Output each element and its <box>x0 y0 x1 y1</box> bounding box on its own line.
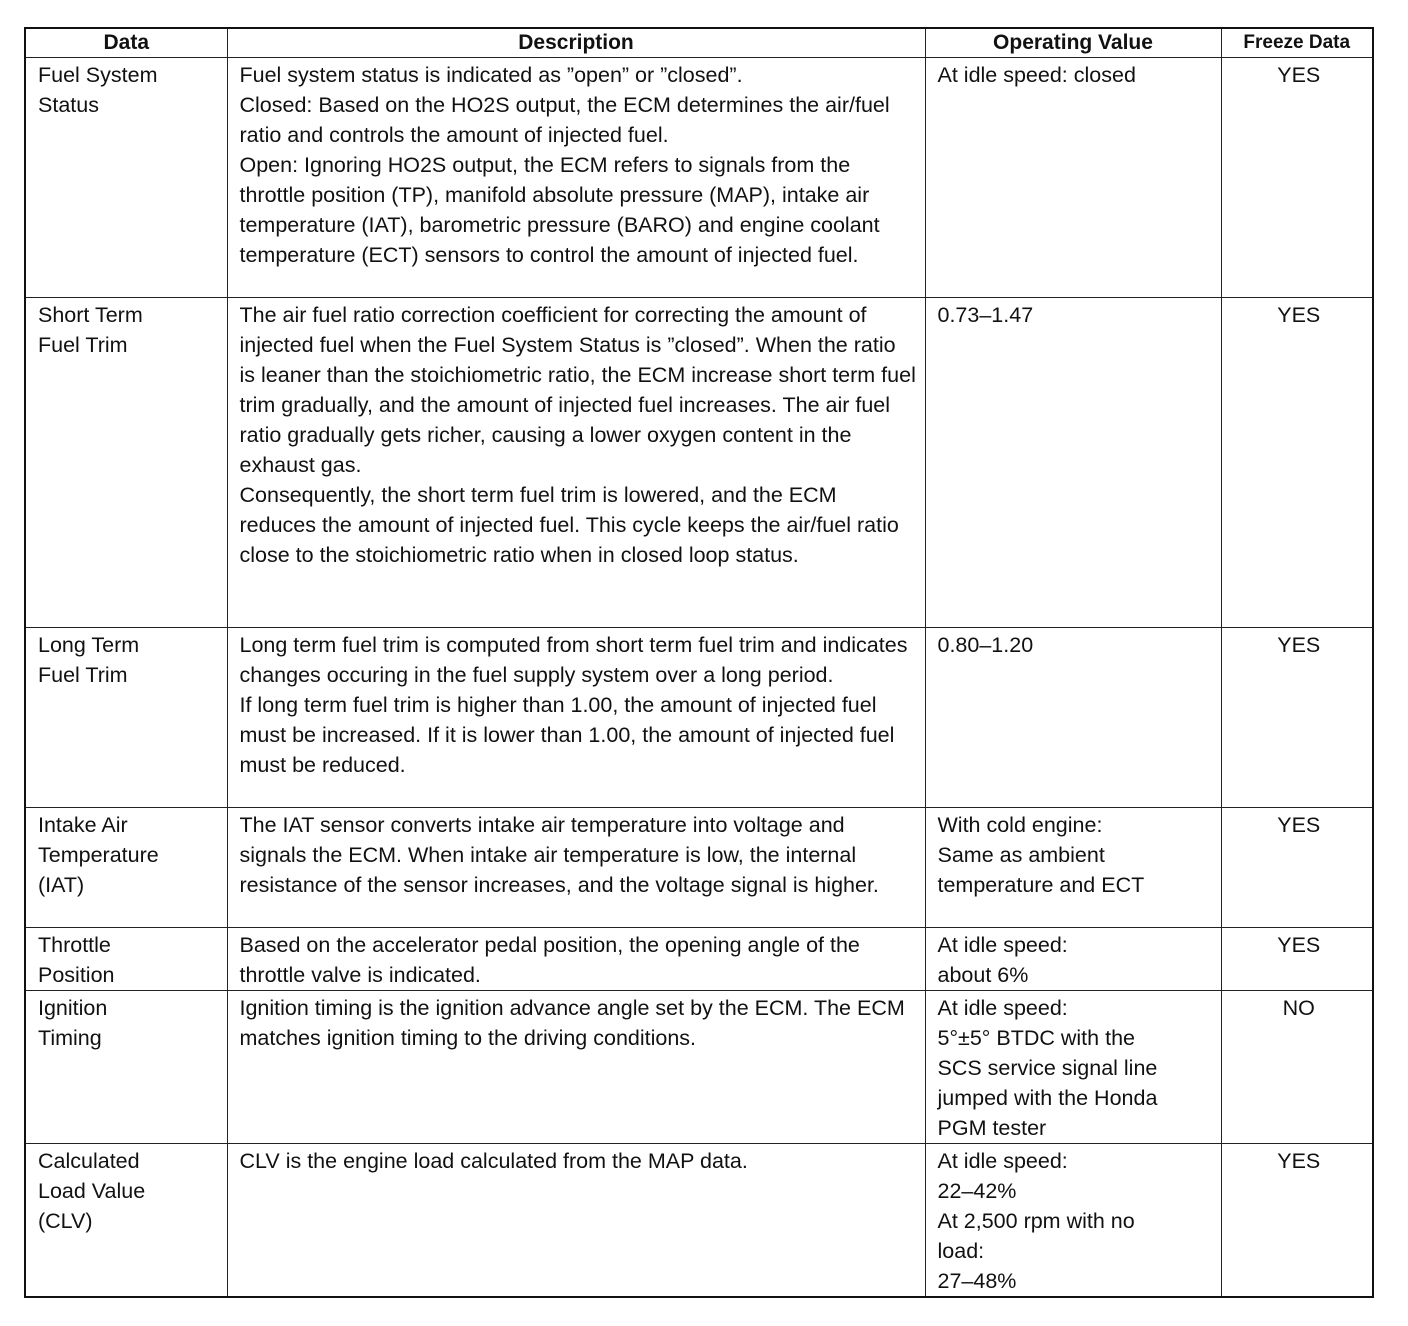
description-cell <box>227 298 925 628</box>
freeze-data-cell: NO <box>1221 991 1373 1144</box>
description-paragraph: Open: Ignoring HO2S output, the ECM refers to signals from the throttle position (TP), manifold absolute pressure (MAP), intake air temperature (IAT), barometric pressure (BARO) and engine coolant temperature (ECT) sensors to control the amount of injected fuel. <box>239 153 880 267</box>
operating-value-line: At idle speed: closed <box>937 63 1136 87</box>
operating-value-line: At idle speed: <box>937 996 1068 1020</box>
description-paragraph: Fuel system status is indicated as ”open” or ”closed”. <box>239 63 743 87</box>
operating-value-line: Same as ambient <box>937 843 1105 867</box>
description-paragraph: Closed: Based on the HO2S output, the ECM determines the air/fuel ratio and controls the amount of injected fuel. <box>239 93 890 147</box>
data-cell: Intake Air Temperature (IAT) <box>25 808 227 928</box>
operating-value-cell <box>925 991 1221 1144</box>
operating-value-line: about 6% <box>937 963 1029 987</box>
freeze-data-cell: YES <box>1221 808 1373 928</box>
freeze-data-cell: YES <box>1221 58 1373 298</box>
description-paragraph: Long term fuel trim is computed from short term fuel trim and indicates changes occuring in the fuel supply system over a long period. <box>239 633 908 687</box>
freeze-data-cell: YES <box>1221 928 1373 991</box>
description-cell <box>227 928 925 991</box>
document-page <box>24 27 1372 1298</box>
description-cell <box>227 808 925 928</box>
operating-value-line: At 2,500 rpm with no <box>937 1209 1135 1233</box>
operating-value-line: At idle speed: <box>937 1149 1068 1173</box>
table-row <box>25 298 1373 628</box>
table-row <box>25 991 1373 1144</box>
freeze-data-cell: YES <box>1221 1144 1373 1298</box>
operating-value-line: With cold engine: <box>937 813 1103 837</box>
header-freeze-data: Freeze Data <box>1221 28 1373 58</box>
operating-value-line: 0.73–1.47 <box>937 303 1034 327</box>
description-cell <box>227 991 925 1144</box>
operating-value-line: jumped with the Honda <box>937 1086 1158 1110</box>
operating-value-line: 27–48% <box>937 1269 1017 1293</box>
operating-value-cell <box>925 1144 1221 1298</box>
header-operating-value: Operating Value <box>925 28 1221 58</box>
operating-value-line: load: <box>937 1239 985 1263</box>
operating-value-line: 22–42% <box>937 1179 1017 1203</box>
table-body <box>25 58 1373 1298</box>
description-paragraph: Ignition timing is the ignition advance angle set by the ECM. The ECM matches ignition timing to the driving conditions. <box>239 996 905 1050</box>
description-cell <box>227 1144 925 1298</box>
data-cell: Throttle Position <box>25 928 227 991</box>
description-paragraph: Consequently, the short term fuel trim is lowered, and the ECM reduces the amount of injected fuel. This cycle keeps the air/fuel ratio close to the stoichiometric ratio when in closed loop status. <box>239 483 899 567</box>
operating-value-cell <box>925 58 1221 298</box>
header-description: Description <box>227 28 925 58</box>
operating-value-line: PGM tester <box>937 1116 1047 1140</box>
data-cell: Long Term Fuel Trim <box>25 628 227 808</box>
table-row <box>25 58 1373 298</box>
operating-value-cell <box>925 928 1221 991</box>
operating-value-line: 5°±5° BTDC with the <box>937 1026 1135 1050</box>
freeze-data-cell: YES <box>1221 298 1373 628</box>
operating-value-line: temperature and ECT <box>937 873 1145 897</box>
data-cell: Short Term Fuel Trim <box>25 298 227 628</box>
table-row <box>25 928 1373 991</box>
data-cell: Calculated Load Value (CLV) <box>25 1144 227 1298</box>
operating-value-line: 0.80–1.20 <box>937 633 1034 657</box>
diagnostic-data-table <box>24 27 1374 1298</box>
description-paragraph: If long term fuel trim is higher than 1.00, the amount of injected fuel must be increased. If it is lower than 1.00, the amount of injected fuel must be reduced. <box>239 693 895 777</box>
table-row <box>25 628 1373 808</box>
data-cell: Fuel System Status <box>25 58 227 298</box>
operating-value-cell <box>925 628 1221 808</box>
description-cell <box>227 628 925 808</box>
header-data: Data <box>25 28 227 58</box>
operating-value-line: SCS service signal line <box>937 1056 1158 1080</box>
description-cell <box>227 58 925 298</box>
description-paragraph: Based on the accelerator pedal position, the opening angle of the throttle valve is indicated. <box>239 933 860 987</box>
table-row <box>25 808 1373 928</box>
freeze-data-cell: YES <box>1221 628 1373 808</box>
description-paragraph: The air fuel ratio correction coefficient for correcting the amount of injected fuel when the Fuel System Status is ”closed”. When the ratio is leaner than the stoichiometric ratio, the ECM increase short term fuel trim gradually, and the amount of injected fuel increases. The air fuel ratio gradually gets richer, causing a lower oxygen content in the exhaust gas. <box>239 303 916 477</box>
operating-value-line: At idle speed: <box>937 933 1068 957</box>
operating-value-cell <box>925 808 1221 928</box>
operating-value-cell <box>925 298 1221 628</box>
table-row <box>25 1144 1373 1298</box>
data-cell: Ignition Timing <box>25 991 227 1144</box>
description-paragraph: CLV is the engine load calculated from the MAP data. <box>239 1149 748 1173</box>
header-row <box>25 28 1373 58</box>
description-paragraph: The IAT sensor converts intake air temperature into voltage and signals the ECM. When intake air temperature is low, the internal resistance of the sensor increases, and the voltage signal is higher. <box>239 813 879 897</box>
